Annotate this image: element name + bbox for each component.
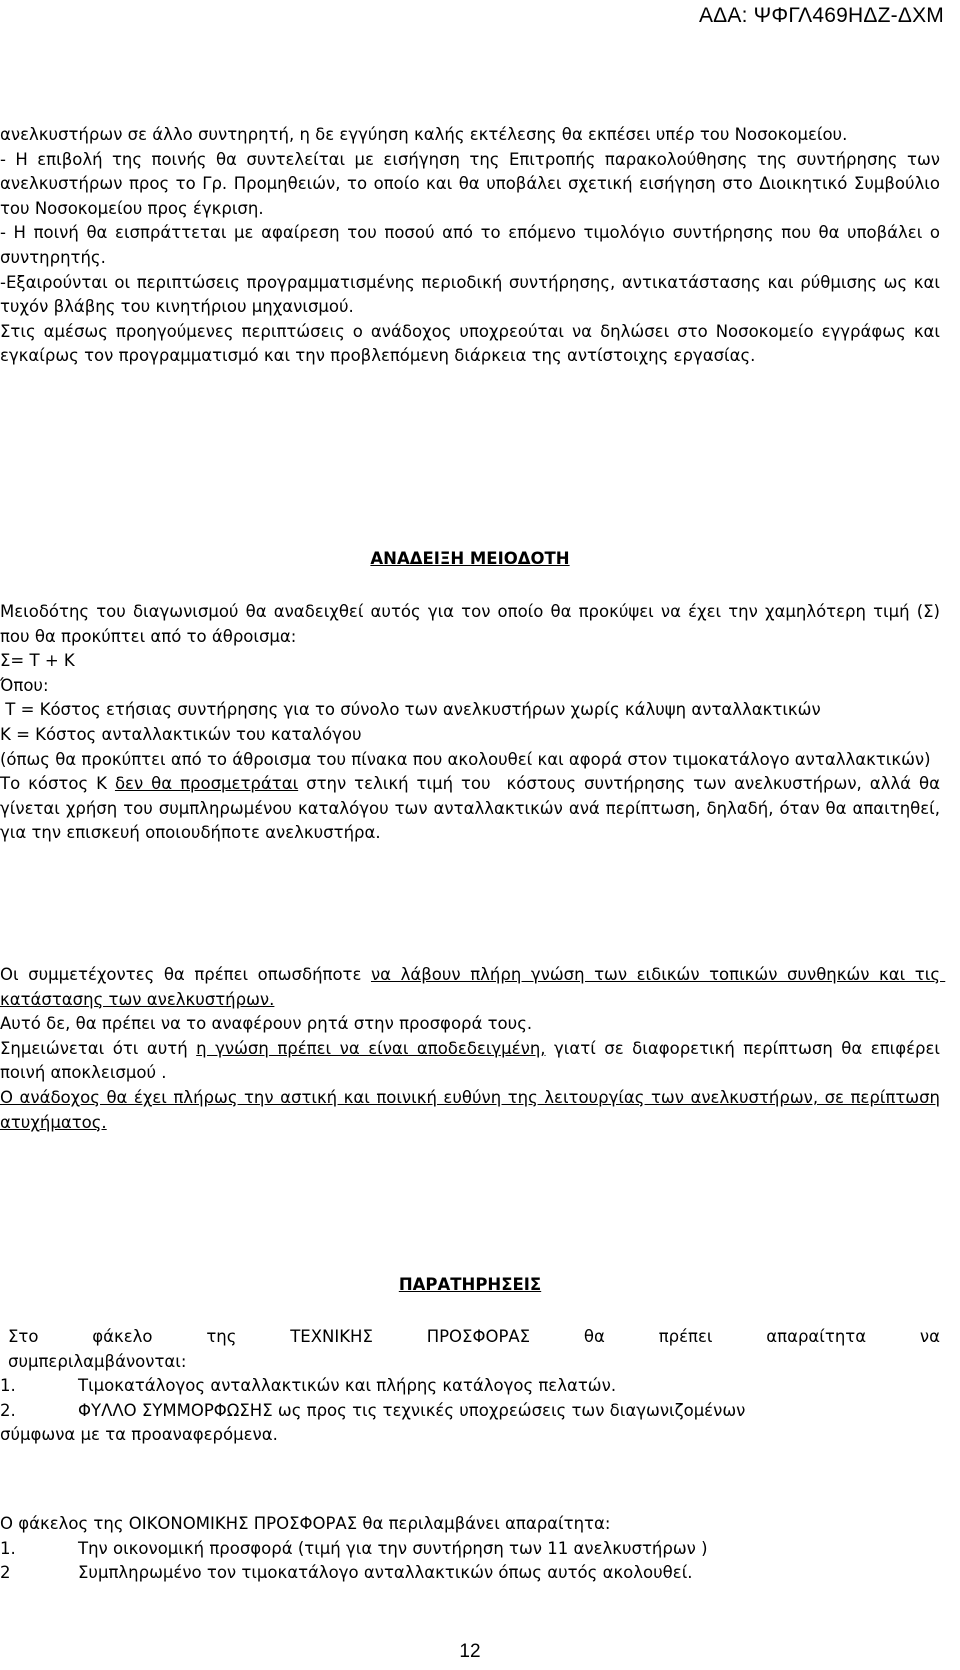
paragraph: ανελκυστήρων σε άλλο συντηρητή, η δε εγγύηση καλής εκτέλεσης θα εκπέσει υπέρ του Νοσοκομείου. — [0, 125, 848, 144]
list-text: Τιμοκατάλογος ανταλλακτικών και πλήρης κατάλογος πελατών. — [78, 1376, 617, 1396]
formula: Σ= Τ + Κ — [0, 651, 75, 671]
where-label: Όπου: — [0, 675, 49, 695]
list-text: ΦΥΛΛΟ ΣΥΜΜΟΡΦΩΣΗΣ ως προς τις τεχνικές υποχρεώσεις των διαγωνιζομένων — [78, 1400, 746, 1420]
list-item — [0, 1399, 940, 1424]
text: Το κόστος Κ — [0, 774, 115, 794]
remarks-section — [0, 1325, 940, 1448]
list-number: 2. — [0, 1400, 16, 1420]
tech-intro: Στο φάκελο της ΤΕΧΝΙΚΗΣ ΠΡΟΣΦΟΡΑΣ θα πρέπει απαραίτητα να — [8, 1327, 940, 1346]
list-item — [0, 1374, 940, 1399]
paragraph: - Η ποινή θα εισπράττεται με αφαίρεση του ποσού από το επόμενο τιμολόγιο συντήρησης που θα υποβάλει ο συντηρητής. — [0, 223, 940, 267]
underlined-text: η γνώση πρέπει να είναι αποδεδειγμένη, — [196, 1038, 546, 1058]
list-continuation: σύμφωνα με τα προαναφερόμενα. — [0, 1425, 278, 1445]
text: στην τελική τιμή του κόστους συντήρησης των ανελκυστήρων, αλλά θα γίνεται χρήση του συμπληρωμένου καταλόγου των ανταλλακτικών ανά περίπτωση, δηλαδή, όταν θα απαιτηθεί, για την επισκευή οποιουδήποτε ανελκυστήρα. — [0, 774, 946, 843]
text: γιατί σε διαφορετική περίπτωση θα επιφέρει ποινή αποκλεισμού . — [0, 1038, 946, 1083]
note-paragraph — [0, 1037, 946, 1086]
participants-paragraph — [0, 963, 946, 1012]
list-number: 1. — [0, 1538, 16, 1558]
list-number: 2 — [0, 1563, 11, 1583]
liability-paragraph: Ο ανάδοχος θα έχει πλήρως την αστική και ποινική ευθύνη της λειτουργίας των ανελκυστήρων, σε περίπτωση ατυχήματος. — [0, 1087, 940, 1132]
mention-paragraph: Αυτό δε, θα πρέπει να το αναφέρουν ρητά στην προσφορά τους. — [0, 1014, 533, 1034]
text: Σημειώνεται ότι αυτή — [0, 1038, 197, 1058]
list-item — [0, 1561, 940, 1586]
tech-intro-cont: συμπεριλαμβάνονται: — [8, 1351, 187, 1371]
text: Οι συμμετέχοντες θα πρέπει οπωσδήποτε — [0, 965, 371, 984]
k-note: (όπως θα προκύπτει από το άθροισμα του πίνακα που ακολουθεί και αφορά στον τιμοκατάλογο ανταλλακτικών) — [0, 749, 931, 769]
financial-section — [0, 1512, 940, 1586]
participants-section — [0, 963, 946, 1135]
underlined-text: δεν θα προσμετράται — [114, 774, 299, 794]
list-text: Την οικονομική προσφορά (τιμή για την συντήρηση των 11 ανελκυστήρων ) — [78, 1538, 708, 1558]
paragraph: Μειοδότης του διαγωνισμού θα αναδειχθεί αυτός για τον οποίο θα προκύψει να έχει την χαμηλότερη τιμή (Σ) που θα προκύπτει από το άθροισμα: — [0, 602, 940, 646]
award-heading: ΑΝΑΔΕΙΞΗ ΜΕΙΟΔΟΤΗ — [370, 549, 570, 568]
paragraph: -Εξαιρούνται οι περιπτώσεις προγραμματισμένης περιοδική συντήρησης, αντικατάστασης και ρύθμισης ως και τυχόν βλάβης του κινητήριου μηχανισμού. — [0, 272, 940, 317]
fin-intro: Ο φάκελος της ΟΙΚΟΝΟΜΙΚΗΣ ΠΡΟΣΦΟΡΑΣ θα περιλαμβάνει απαραίτητα: — [0, 1514, 611, 1533]
k-definition: Κ = Κόστος ανταλλακτικών του καταλόγου — [0, 724, 362, 744]
penalty-section — [0, 123, 940, 369]
award-section — [0, 600, 946, 846]
underlined-text: να λάβουν πλήρη γνώση των ειδικών τοπικών συνθηκών και τις κατάστασης των ανελκυστήρων. — [0, 965, 946, 1009]
page-number: 12 — [459, 1641, 481, 1662]
t-definition: Τ = Κόστος ετήσιας συντήρησης για το σύνολο των ανελκυστήρων χωρίς κάλυψη ανταλλακτικών — [0, 700, 821, 720]
list-item — [0, 1537, 940, 1562]
paragraph: Στις αμέσως προηγούμενες περιπτώσεις ο ανάδοχος υποχρεούται να δηλώσει στο Νοσοκομείο εγγράφως και εγκαίρως τον προγραμματισμό και την προβλεπόμενη διάρκεια της αντίστοιχης εργασίας. — [0, 321, 940, 366]
list-number: 1. — [0, 1376, 16, 1396]
ada-header: ΑΔΑ: ΨΦΓΛ469ΗΔΖ-ΔΧΜ — [698, 4, 944, 27]
remarks-heading: ΠΑΡΑΤΗΡΗΣΕΙΣ — [398, 1275, 542, 1294]
paragraph: - Η επιβολή της ποινής θα συντελείται με εισήγηση της Επιτροπής παρακολούθησης της συντήρησης των ανελκυστήρων προς το Γρ. Προμηθειών, το οποίο και θα υποβάλει σχετική εισήγηση στο Διοικητικό Συμβούλιο του Νοσοκομείου προς έγκριση. — [0, 149, 940, 218]
k-cost-paragraph — [0, 772, 946, 846]
list-text: Συμπληρωμένο τον τιμοκατάλογο ανταλλακτικών όπως αυτός ακολουθεί. — [78, 1563, 693, 1583]
